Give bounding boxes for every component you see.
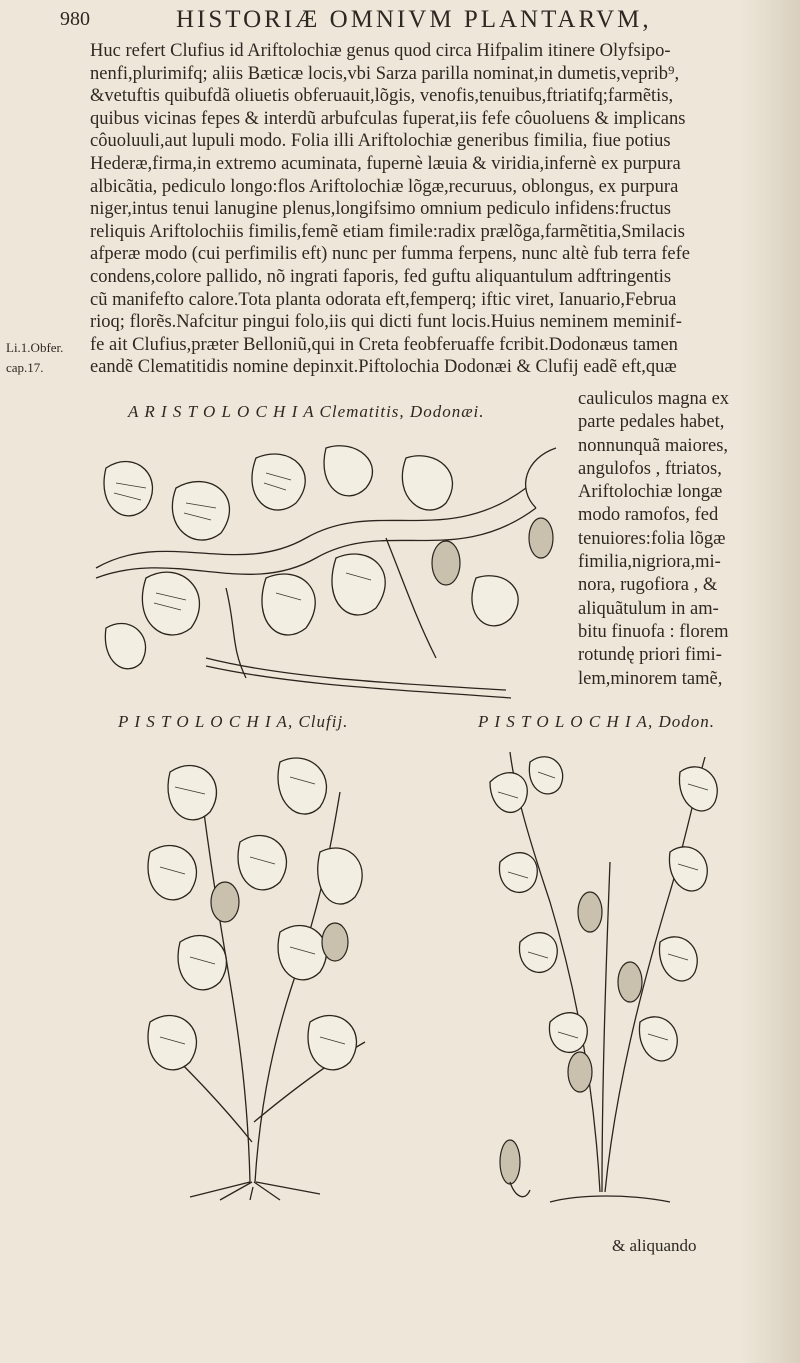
side-line: modo ramofos, fed <box>578 505 719 526</box>
body-line: côuoluuli,aut lupuli modo. Folia illi Ariftolochiæ generibus fimilia, fiue potius <box>90 131 671 152</box>
side-line: nora, rugofiora , & <box>578 575 718 596</box>
body-line: &vetuftis quibufdã oliuetis obferuauit,lõgis, venofis,tenuibus,ftriatifq;farmẽtis, <box>90 86 674 107</box>
body-line: quibus vicinas fepes & interdũ arbufculas fuperat,iis fefe côuoluens & implicans <box>90 108 686 129</box>
side-line: Ariftolochiæ longæ <box>578 482 723 503</box>
margin-note-line: Li.1.Obfer. <box>6 340 64 355</box>
body-line: Hederæ,firma,in extremo acuminata, fupernè læuia & viridia,infernè ex purpura <box>90 153 681 174</box>
body-line: cũ manifefto calore.Tota planta odorata eft,femperq; iftic viret, Ianuario,Februa <box>90 289 677 310</box>
margin-note <box>6 338 63 378</box>
side-line: fimilia,nigriora,mi- <box>578 552 721 573</box>
woodcut-aristolochia-clematitis <box>86 428 572 708</box>
side-line: rotundę priori fimi- <box>578 645 722 666</box>
body-line: fe ait Clufius,præter Belloniũ,qui in Creta feobferuaffe fcribit.Dodonæus tamen <box>90 334 678 355</box>
side-line: bitu finuofa : florem <box>578 621 729 642</box>
body-text <box>90 40 784 379</box>
side-line: cauliculos magna ex <box>578 389 730 409</box>
body-line: afperæ modo (cui perfimilis eft) nunc per fumma ferpens, nunc altè fub terra fefe <box>90 244 690 265</box>
side-line: angulofos , ftriatos, <box>578 458 722 479</box>
side-line: parte pedales habet, <box>578 412 725 433</box>
body-line: nenfi,plurimifq; aliis Bæticæ locis,vbi Sarza parilla nominat,in dumetis,veprib⁹, <box>90 63 680 84</box>
side-line: aliquãtulum in am- <box>578 598 719 619</box>
woodcut-pistolochia-dodonaei <box>470 742 740 1212</box>
catchword: & aliquando <box>612 1236 697 1255</box>
body-line: Huc refert Clufius id Ariftolochiæ genus quod circa Hifpalim itinere Olyfsipo- <box>90 41 671 61</box>
caption-pistolochia-clusii: P I S T O L O C H I A, Clufij. <box>118 712 349 731</box>
body-line: reliquis Ariftolochiis fimilis,femẽ etiam fimile:radix prælõga,farmẽtitia,Smilacis <box>90 221 685 242</box>
woodcut-pistolochia-clusii <box>130 742 390 1202</box>
side-line: nonnunquã maiores, <box>578 435 729 456</box>
body-line: condens,colore pallido, nõ ingrati faporis, fed guftu aliquantulum adftringentis <box>90 266 672 287</box>
side-line: tenuiores:folia lõgæ <box>578 528 726 549</box>
margin-note-line: cap.17. <box>6 360 44 375</box>
side-column-text <box>578 388 778 691</box>
body-line: rioq; florẽs.Nafcitur pingui folo,iis qui dicti funt locis.Huius neminem meminif- <box>90 312 682 333</box>
body-line: albicãtia, pediculo longo:flos Ariftolochiæ lõgæ,recuruus, oblongus, ex purpura <box>90 176 679 197</box>
page-number: 980 <box>60 8 90 30</box>
running-title: HISTORIÆ OMNIVM PLANTARVM, <box>176 6 652 33</box>
caption-aristolochia-clematitis: A R I S T O L O C H I A Clematitis, Dodonæi. <box>128 402 485 421</box>
caption-pistolochia-dodonaei: P I S T O L O C H I A, Dodon. <box>478 712 715 731</box>
body-line: niger,intus tenui lanugine plenus,longifsimo omnium pediculo infidens:fructus <box>90 199 671 220</box>
body-line: eandẽ Clematitidis nomine depinxit.Piftolochia Dodonæi & Clufij eadẽ eft,quæ <box>90 357 677 378</box>
page-header <box>60 4 740 34</box>
side-line: lem,minorem tamẽ, <box>578 668 723 689</box>
